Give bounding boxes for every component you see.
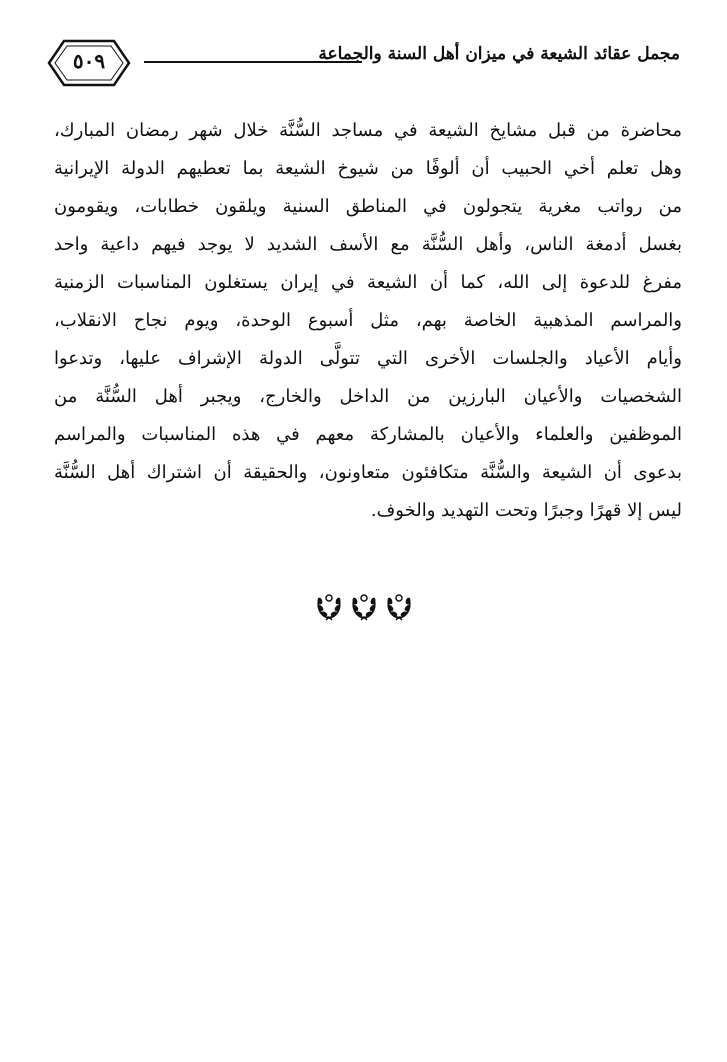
text-line: محاضرة من قبل مشايخ الشيعة في مساجد السُّنَّة خلال شهر رمضان المبارك، bbox=[54, 120, 682, 141]
body-text bbox=[54, 112, 682, 530]
laurel-wreath-icon bbox=[314, 590, 344, 622]
text-line: بغسل أدمغة الناس، وأهل السُّنَّة مع الأسف الشديد لا يوجد فيهم داعية واحد bbox=[54, 234, 682, 255]
text-line: من رواتب مغرية يتجولون في المناطق السنية ويلقون خطابات، ويقومون bbox=[54, 196, 682, 217]
text-line: الموظفين والعلماء والأعيان بالمشاركة معهم في هذه المناسبات والمراسم bbox=[54, 424, 682, 445]
page-number-badge bbox=[46, 38, 132, 88]
text-line: مفرغ للدعوة إلى الله، كما أن الشيعة في إيران يستغلون المناسبات الزمنية bbox=[54, 272, 682, 293]
running-title: مجمل عقائد الشيعة في ميزان أهل السنة والجماعة bbox=[318, 44, 680, 64]
text-line: والمراسم المذهبية الخاصة بهم، مثل أسبوع الوحدة، ويوم نجاح الانقلاب، bbox=[54, 310, 682, 331]
text-line: ليس إلا قهرًا وجبرًا وتحت التهديد والخوف. bbox=[370, 500, 682, 521]
page-header bbox=[40, 30, 680, 100]
section-end-ornaments bbox=[314, 590, 414, 626]
text-line: الشخصيات والأعيان البارزين من الداخل والخارج، ويجبر أهل السُّنَّة من bbox=[54, 386, 682, 407]
laurel-wreath-icon bbox=[349, 590, 379, 622]
laurel-wreath-icon bbox=[384, 590, 414, 622]
text-line: وهل تعلم أخي الحبيب أن ألوفًا من شيوخ الشيعة بما تعطيهم الدولة الإيرانية bbox=[54, 158, 682, 179]
header-rule bbox=[144, 61, 362, 63]
text-line: وأيام الأعياد والجلسات الأخرى التي تتولَّى الدولة الإشراف عليها، وتدعوا bbox=[54, 348, 682, 369]
text-line: بدعوى أن الشيعة والسُّنَّة متكافئون متعاونون، والحقيقة أن اشتراك أهل السُّنَّة bbox=[54, 462, 682, 483]
page-number: ٥٠٩ bbox=[72, 49, 106, 73]
